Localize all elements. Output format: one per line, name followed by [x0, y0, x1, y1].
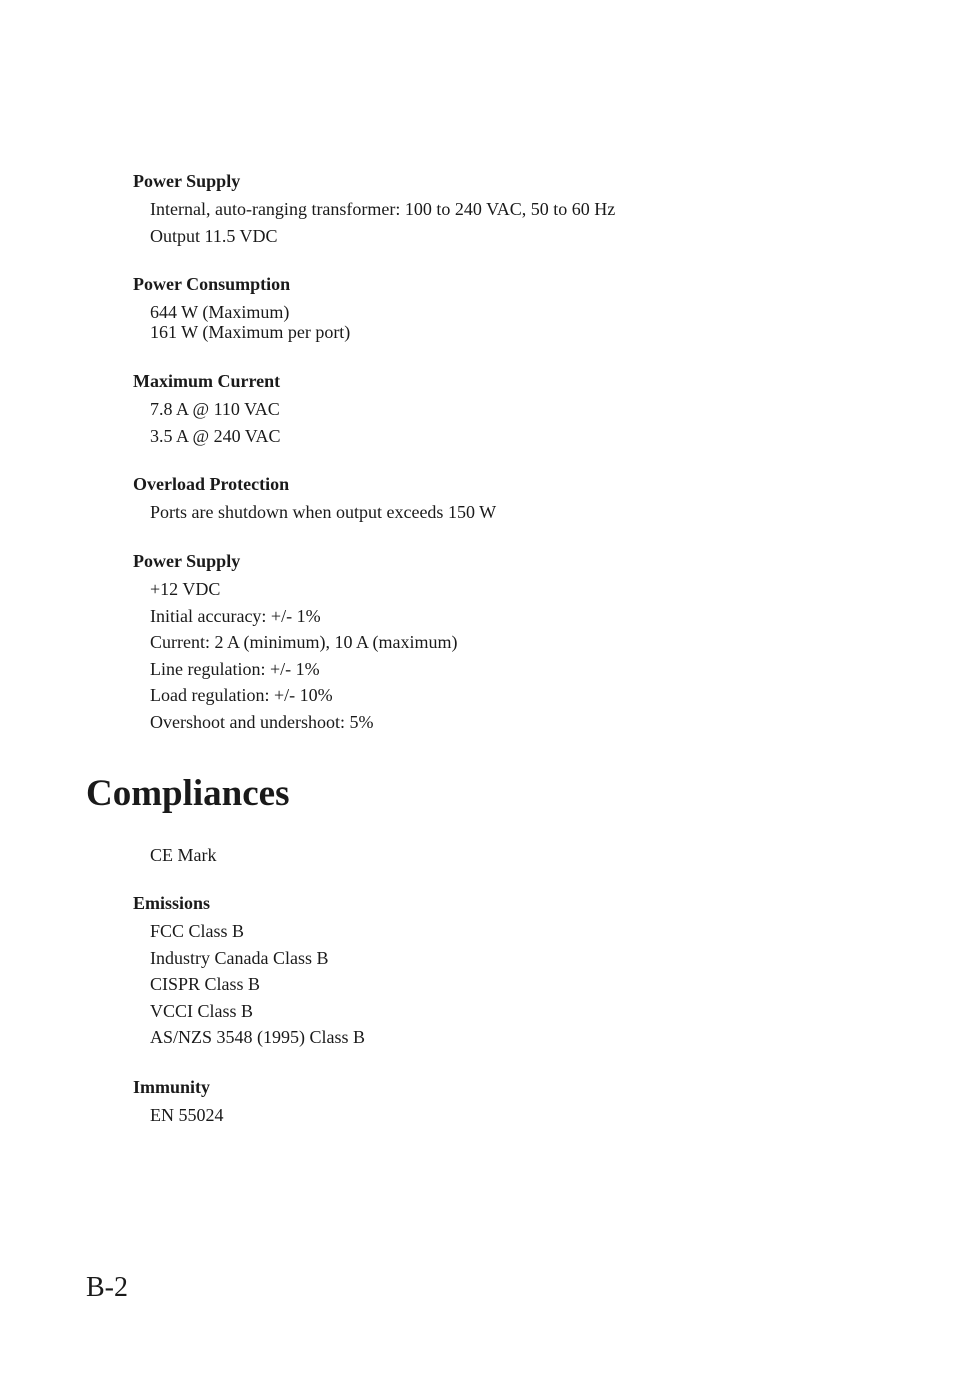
- section-heading: Immunity: [133, 1077, 211, 1097]
- section-body: [150, 396, 280, 449]
- spec-line: Load regulation: +/- 10%: [150, 685, 333, 705]
- section-power-consumption: [133, 273, 350, 342]
- spec-line: Current: 2 A (minimum), 10 A (maximum): [150, 632, 458, 652]
- spec-line: +12 VDC: [150, 579, 221, 599]
- spec-line: EN 55024: [150, 1105, 224, 1125]
- section-body: [150, 499, 496, 526]
- section-ce-mark: [133, 842, 217, 869]
- section-heading: Power Supply: [133, 551, 241, 571]
- spec-line: Overshoot and undershoot: 5%: [150, 711, 374, 732]
- section-power-supply-dc: [133, 550, 458, 735]
- page-number: B-2: [86, 1272, 128, 1303]
- spec-line: FCC Class B: [150, 921, 245, 941]
- spec-line: CE Mark: [150, 845, 217, 865]
- section-power-supply: [133, 170, 615, 249]
- section-heading: Power Supply: [133, 171, 241, 191]
- spec-line: Output 11.5 VDC: [150, 225, 278, 246]
- spec-line: VCCI Class B: [150, 1000, 254, 1021]
- compliances-title: Compliances: [86, 773, 290, 814]
- spec-line: 161 W (Maximum per port): [150, 322, 351, 342]
- spec-line: Line regulation: +/- 1%: [150, 658, 320, 679]
- spec-line: 7.8 A @ 110 VAC: [150, 399, 280, 419]
- spec-line: Internal, auto-ranging transformer: 100 to 240 VAC, 50 to 60 Hz: [150, 199, 616, 219]
- section-heading: Overload Protection: [133, 474, 290, 494]
- section-heading: Emissions: [133, 893, 211, 913]
- spec-line: Ports are shutdown when output exceeds 150 W: [150, 502, 497, 522]
- section-body: [150, 576, 458, 735]
- section-heading: Power Consumption: [133, 274, 291, 294]
- section-body: [150, 302, 350, 342]
- section-heading: Maximum Current: [133, 371, 281, 391]
- section-body: [150, 842, 217, 869]
- section-body: [150, 196, 615, 249]
- section-maximum-current: [133, 370, 280, 449]
- section-body: [150, 918, 365, 1051]
- spec-line: CISPR Class B: [150, 974, 261, 994]
- section-emissions: [133, 892, 365, 1051]
- section-immunity: [133, 1076, 224, 1129]
- spec-line: 3.5 A @ 240 VAC: [150, 425, 281, 446]
- section-body: [150, 1102, 224, 1129]
- spec-line: Industry Canada Class B: [150, 947, 329, 968]
- spec-line: 644 W (Maximum): [150, 302, 290, 322]
- section-overload-protection: [133, 473, 496, 526]
- spec-line: AS/NZS 3548 (1995) Class B: [150, 1027, 366, 1047]
- spec-line: Initial accuracy: +/- 1%: [150, 605, 321, 626]
